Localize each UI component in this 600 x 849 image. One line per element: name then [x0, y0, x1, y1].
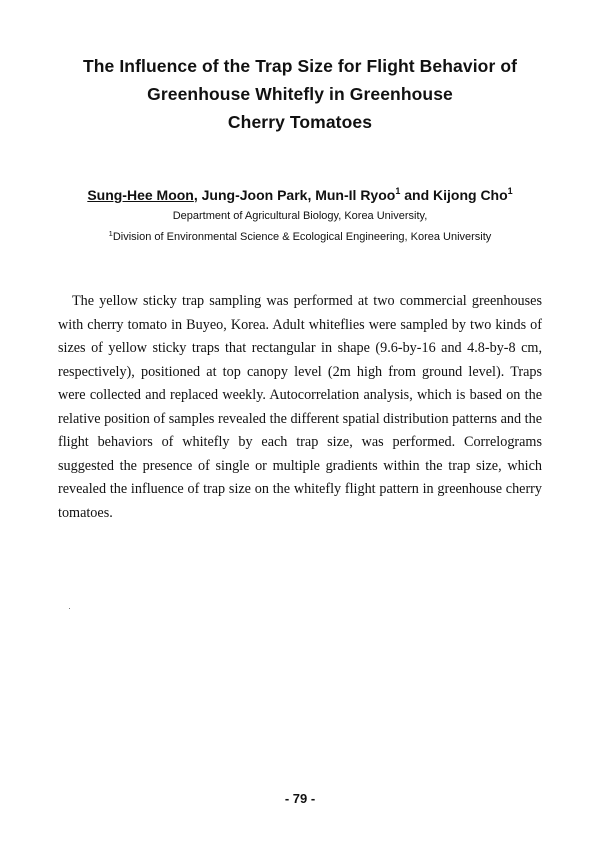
author-4: Kijong Cho	[433, 187, 508, 203]
author-list	[40, 185, 560, 205]
author-3: Mun-Il Ryoo	[315, 187, 396, 203]
affiliation-2	[40, 229, 560, 245]
scan-speck	[69, 608, 70, 609]
author-2: Jung-Joon Park	[201, 187, 308, 203]
affiliation-2-marker: 1	[108, 229, 113, 238]
paper-title	[40, 52, 560, 136]
affiliation-marker: 1	[507, 186, 513, 196]
affiliation-1-text: Department of Agricultural Biology, Korea University,	[172, 210, 428, 222]
affiliation-2-text: Division of Environmental Science & Ecological Engineering, Korea University	[112, 231, 492, 243]
abstract-paragraph: The yellow sticky trap sampling was performed at two commercial greenhouses with cherry tomato in Buyeo, Korea. Adult whiteflies were sampled by two kinds of sizes of yellow sticky traps that rectangular in shape (9.6-by-16 and 4.8-by-8 cm, respectively), positioned at top canopy level (2m high from ground level). Traps were collected and replaced weekly. Autocorrelation analysis, which is based on the relative position of samples revealed the different spatial distribution patterns and the flight behaviors of whitefly by each trap size, was performed. Correlograms suggested the presence of single or multiple gradients within the trap size, which revealed the influence of trap size on the whitefly flight pattern in greenhouse cherry tomatoes.	[58, 293, 542, 521]
title-line-1: The Influence of the Trap Size for Flight Behavior of	[82, 56, 518, 76]
author-separator: ,	[193, 187, 202, 203]
affiliation-marker: 1	[395, 186, 401, 196]
author-separator: ,	[307, 187, 316, 203]
affiliation-1	[40, 208, 560, 224]
page-number: - 79 -	[284, 791, 316, 806]
title-line-3: Cherry Tomatoes	[227, 112, 373, 132]
author-conjunction: and	[400, 187, 434, 203]
author-1: Sung-Hee Moon	[87, 187, 194, 203]
title-line-2: Greenhouse Whitefly in Greenhouse	[147, 84, 453, 104]
